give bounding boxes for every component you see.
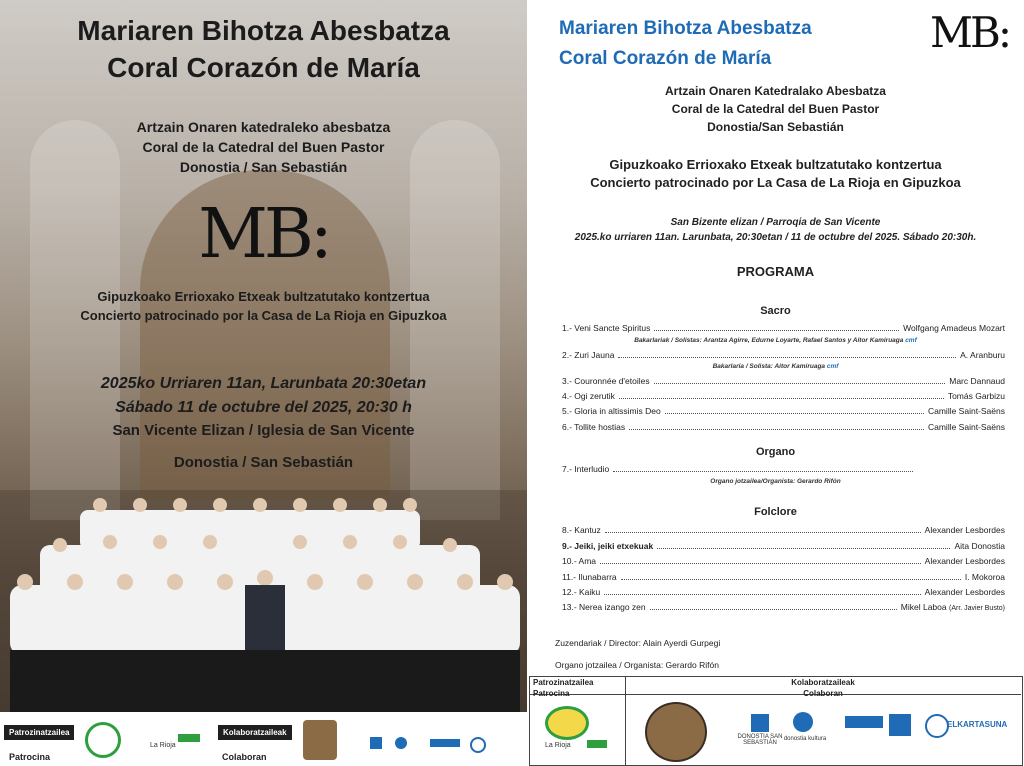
left-sponsor-text [0,287,527,325]
item-title: 10.- Ama [562,556,597,566]
church-photo-logo [645,702,707,762]
item-title: 11.- Ilunabarra [562,572,617,582]
collab-heading [625,677,1021,699]
foral-logo [430,739,460,747]
patron-es: Patrocina [9,752,51,762]
rioja-logo: La Rioja [545,742,571,749]
program-item [562,406,1005,416]
donostia-logo: DONOSTIA SAN SEBASTIÁN [737,734,783,746]
item-title: 1.- Veni Sancte Spiritus [562,323,651,333]
dot-leader [600,563,921,564]
soloist-text: Bakarlaria / Solista: Aitor Kamiruaga [712,363,826,370]
program-item [562,587,1005,597]
mb-logo: MB: [930,8,1010,57]
arrangement-note: (Arr. Javier Busto) [948,605,1005,612]
item-author: Alexander Lesbordes [924,587,1005,597]
program-item [562,464,917,474]
elkartasuna-logo [470,737,486,753]
left-footer [0,712,527,766]
donostia-logo-mark [751,714,769,732]
mb-logo: MB: [198,195,329,274]
item-title: 9.- Jeiki, jeiki etxekuak [562,541,654,551]
date-eu: 2025ko Urriaren 11an, Larunbata 20:30etan [100,375,427,392]
section-organo: Organo [755,446,796,458]
kultura-logo-mark [793,712,813,732]
item-author: I. Mokoroa [964,572,1005,582]
item-title: 4.- Ogi zerutik [562,391,615,401]
venue: San Bizente elizan / Parroqia de San Vicente [670,217,881,228]
program-item [562,323,1005,333]
dot-leader [619,398,944,399]
item-author: Alexander Lesbordes [924,525,1005,535]
item-title: 12.- Kaiku [562,587,601,597]
green-logo [587,740,607,748]
choir-city: Donostia/San Sebastián [707,120,844,134]
dot-leader [621,579,961,580]
director-line: Zuzendariak / Director: Alain Ayerdi Gurpegi [555,638,721,648]
collab-es: Colaboran [803,689,843,698]
program-heading: PROGRAMA [736,264,815,279]
elkartasuna-logo: ELKARTASUNA [947,720,1008,729]
program-item [562,350,1005,360]
left-title [0,12,527,86]
foral-logo [845,716,883,728]
program-item [562,602,1005,612]
collab-es: Colaboran [222,752,267,762]
patron-eu: Patrozinatzailea [9,728,70,737]
item-title: 2.- Zuri Jauna [562,350,615,360]
patron-heading [533,677,593,699]
organist-line: Organo jotzailea / Organista: Gerardo Rifón [555,660,719,670]
patron-es: Patrocina [533,689,570,698]
choir-eu: Artzain Onaren Katedralako Abesbatza [665,84,886,98]
soloist-line [527,363,1024,370]
right-venue-date [527,215,1024,245]
item-author: Alexander Lesbordes [924,556,1005,566]
elkartasuna-logo-mark [925,714,949,738]
dot-leader [665,413,924,414]
kultura-logo: donostia kultura [783,736,827,742]
sponsor-es: Concierto patrocinado por La Casa de La Rioja en Gipuzkoa [590,175,961,190]
program-item [562,391,1005,401]
left-choir-info [0,117,527,177]
title-line-2: Coral Corazón de María [559,48,772,69]
dot-leader [629,429,924,430]
item-title: 8.- Kantuz [562,525,601,535]
date-es: Sábado 11 de octubre del 2025, 20:30 h [115,399,412,416]
cmf-label: cmf [905,337,917,344]
item-title: 13.- Nerea izango zen [562,602,646,612]
choir-es: Coral de la Catedral del Buen Pastor [142,139,385,155]
collab-eu: Kolaboratzaileak [791,678,855,687]
church-photo-logo [303,720,337,760]
choir-eu: Artzain Onaren katedraleko abesbatza [136,119,391,135]
item-author: A. Aranburu [960,350,1005,360]
right-sponsor-text [527,156,1024,192]
rioja-house-logo [545,706,589,740]
item-author: Camille Saint-Saëns [927,422,1005,432]
dot-leader [605,532,921,533]
left-venue: San Vicente Elizan / Iglesia de San Vicente [112,422,415,439]
dot-leader [650,609,897,610]
item-author: Camille Saint-Saëns [927,406,1005,416]
item-author: Marc Dannaud [949,376,1005,386]
left-date [0,372,527,420]
dot-leader [657,548,950,549]
title-line-1: Mariaren Bihotza Abesbatza [77,15,450,46]
program-item [562,376,1005,386]
item-author: Mikel Laboa [900,602,947,612]
program-item [562,572,1005,582]
dot-leader [654,330,899,331]
program-item [562,541,1005,551]
organist-note: Organo jotzailea/Organista: Gerardo Rifón [710,478,841,485]
item-author: Aita Donostia [954,541,1005,551]
sponsor-es: Concierto patrocinado por la Casa de La Rioja en Gipuzkoa [80,308,447,323]
item-title: 5.- Gloria in altissimis Deo [562,406,661,416]
sponsor-eu: Gipuzkoako Errioxako Etxeak bultzatutako kontzertua [97,289,430,304]
rioja-house-logo [85,722,121,758]
cmf-label: cmf [826,363,839,370]
dot-leader [613,471,913,472]
item-title: 7.- Interludio [562,464,610,474]
right-program-sheet [527,0,1024,766]
right-footer [527,676,1024,766]
patron-label [4,725,74,740]
program-item [562,556,1005,566]
date: 2025.ko urriaren 11an. Larunbata, 20:30etan / 11 de octubre del 2025. Sábado 20:30h. [574,232,977,243]
green-logo [178,734,200,742]
section-sacro: Sacro [760,305,791,317]
kultura-logo [395,737,407,749]
item-title: 3.- Couronnée d'etoiles [562,376,650,386]
dot-leader [604,594,920,595]
program-item [562,422,1005,432]
choir-es: Coral de la Catedral del Buen Pastor [671,102,880,116]
foral-shield-logo [889,714,911,736]
choir-photo [0,490,527,712]
left-city: Donostia / San Sebastián [173,454,354,471]
choir-city: Donostia / San Sebastián [179,159,348,175]
patron-eu: Patrozinatzailea [533,678,594,687]
collab-eu: Kolaboratzaileak [223,728,287,737]
title-line-2: Coral Corazón de María [107,52,420,83]
section-folclore: Folclore [754,506,797,518]
soloists-text: Bakarlariak / Solistas: Arantza Agirre, Edurne Loyarte, Rafael Santos y Aitor Kamiruaga [634,337,904,344]
item-author: Wolfgang Amadeus Mozart [903,323,1005,333]
donostia-logo [370,737,382,749]
program-item [562,525,1005,535]
right-choir-info [527,82,1024,136]
dot-leader [618,357,956,358]
soloists-line [527,337,1024,344]
collab-label [218,725,292,740]
dot-leader [654,383,946,384]
right-title [559,14,812,74]
title-line-1: Mariaren Bihotza Abesbatza [559,18,812,39]
item-title: 6.- Tollite hostias [562,422,626,432]
rioja-logo: La Rioja [150,742,176,749]
item-author: Tomás Garbizu [947,391,1005,401]
sponsor-eu: Gipuzkoako Errioxako Etxeak bultzatutako kontzertua [609,157,942,172]
